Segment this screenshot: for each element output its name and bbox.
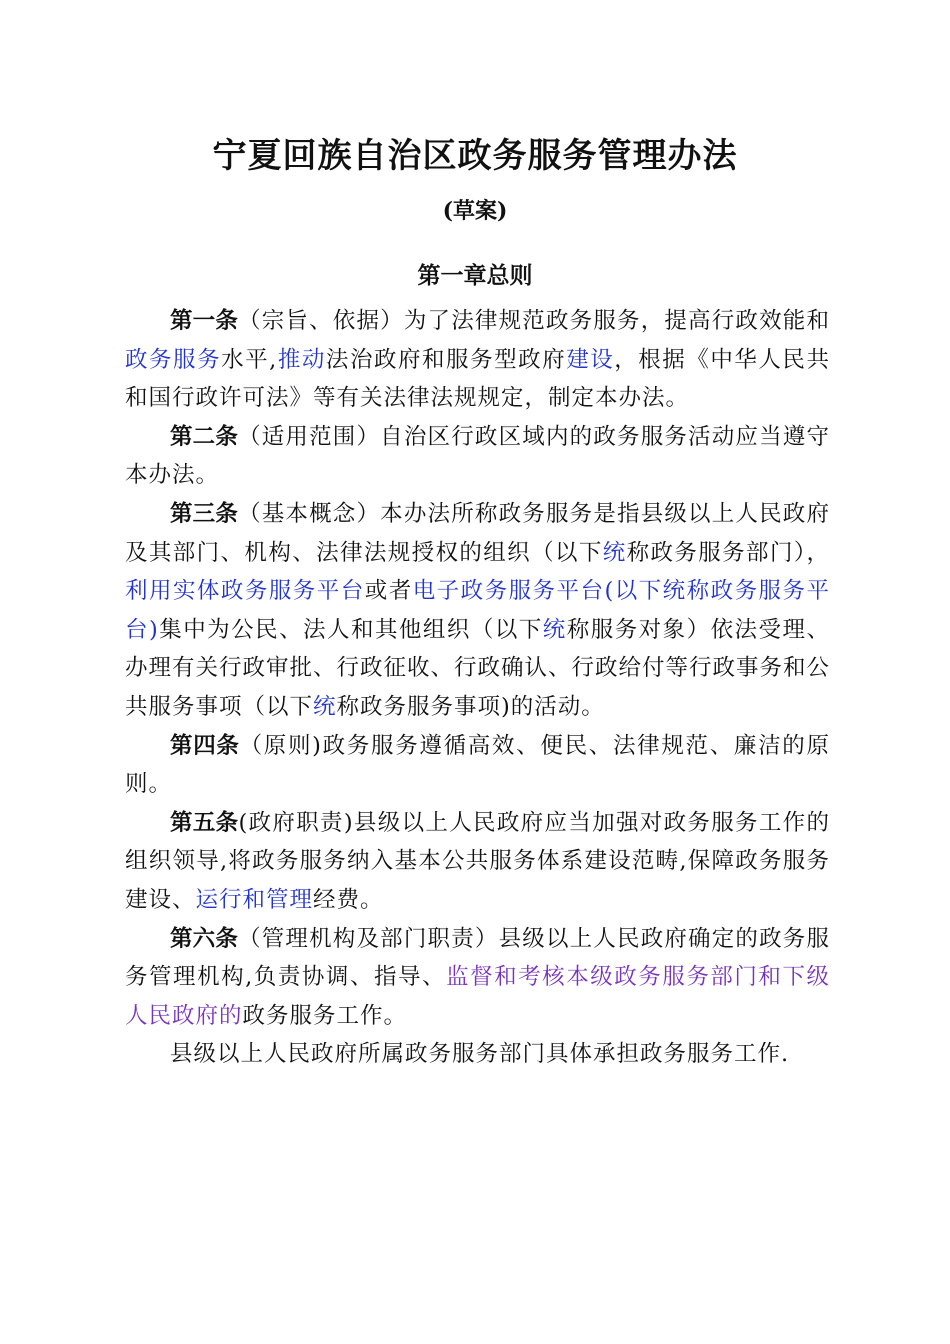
article-label: 第二条 bbox=[170, 423, 239, 450]
article-label: 第五条 bbox=[170, 809, 239, 836]
article-text: （原则)政务服务遵循高效、便民、法律规范、廉洁的原则。 bbox=[125, 732, 830, 798]
document-title: 宁夏回族自治区政务服务管理办法 bbox=[212, 136, 738, 176]
article-label: 第四条 bbox=[170, 732, 240, 759]
article-label: 第三条 bbox=[170, 500, 239, 527]
highlighted-text: 推动 bbox=[277, 346, 326, 373]
article-text: 县级以上人民政府所属政务服务部门具体承担政务服务工作. bbox=[170, 1041, 790, 1068]
article-text: 称政务服务部门）， bbox=[626, 539, 830, 566]
article-text: （基本概念）本办法所称政务服务是指县级以上人民政府及其部门、机构、法律法规授权的组织（以下 bbox=[125, 500, 830, 566]
highlighted-text: 监督和考核本级政务服务部门和下级人民政府的 bbox=[125, 964, 830, 1029]
article-text: ，根据《中华人民共和国行政许可法》等有关法律法规规定，制定本办法。 bbox=[125, 346, 830, 412]
article-text: 经费。 bbox=[313, 886, 384, 913]
article-text: 政务服务工作。 bbox=[242, 1002, 408, 1029]
article-text: 集中为公民、法人和其他组织（以下 bbox=[158, 616, 543, 643]
article-text: 水平, bbox=[221, 346, 278, 373]
article-text: 称服务对象）依法受理、办理有关行政审批、行政征收、行政确认、行政给付等行政事务和公共服务事项（以下 bbox=[125, 616, 831, 720]
highlighted-text: 电子政务服务平台(以下统称政务服务平台) bbox=[125, 578, 830, 643]
article-paragraph bbox=[125, 302, 830, 418]
highlighted-text: 运行和管理 bbox=[195, 886, 314, 913]
document-subtitle: (草案) bbox=[442, 198, 508, 224]
article-text: 或者 bbox=[364, 578, 413, 605]
chapter-heading: 第一章总则 bbox=[417, 262, 533, 289]
article-text: （管理机构及部门职责）县级以上人民政府确定的政务服务管理机构,负责协调、指导、 bbox=[125, 925, 830, 991]
highlighted-text: 统 bbox=[602, 539, 627, 566]
highlighted-text: 建设 bbox=[566, 346, 615, 373]
article-label: 第六条 bbox=[170, 925, 239, 952]
highlighted-text: 利用实体政务服务平台 bbox=[125, 578, 365, 605]
article-text: （适用范围）自治区行政区域内的政务服务活动应当遵守本办法。 bbox=[125, 423, 830, 489]
article-label: 第一条 bbox=[170, 308, 239, 334]
article-paragraph bbox=[125, 920, 830, 1036]
article-paragraph bbox=[125, 1035, 830, 1074]
highlighted-text: 政务服务 bbox=[125, 346, 222, 373]
article-text: (政府职责)县级以上人民政府应当加强对政务服务工作的组织领导,将政务服务纳入基本公共服务体系建设范畴,保障政务服务建设、 bbox=[125, 809, 830, 913]
article-paragraph bbox=[125, 804, 830, 920]
article-paragraph bbox=[125, 495, 830, 727]
article-text: （宗旨、依据）为了法律规范政务服务，提高行政效能和 bbox=[238, 308, 830, 334]
highlighted-text: 统 bbox=[313, 693, 337, 720]
article-paragraph bbox=[125, 727, 830, 804]
article-text: 法治政府和服务型政府 bbox=[325, 346, 567, 373]
article-paragraph bbox=[125, 418, 830, 495]
highlighted-text: 统 bbox=[542, 616, 567, 643]
document-body bbox=[125, 302, 830, 1074]
article-text: 称政务服务事项)的活动。 bbox=[336, 693, 605, 720]
